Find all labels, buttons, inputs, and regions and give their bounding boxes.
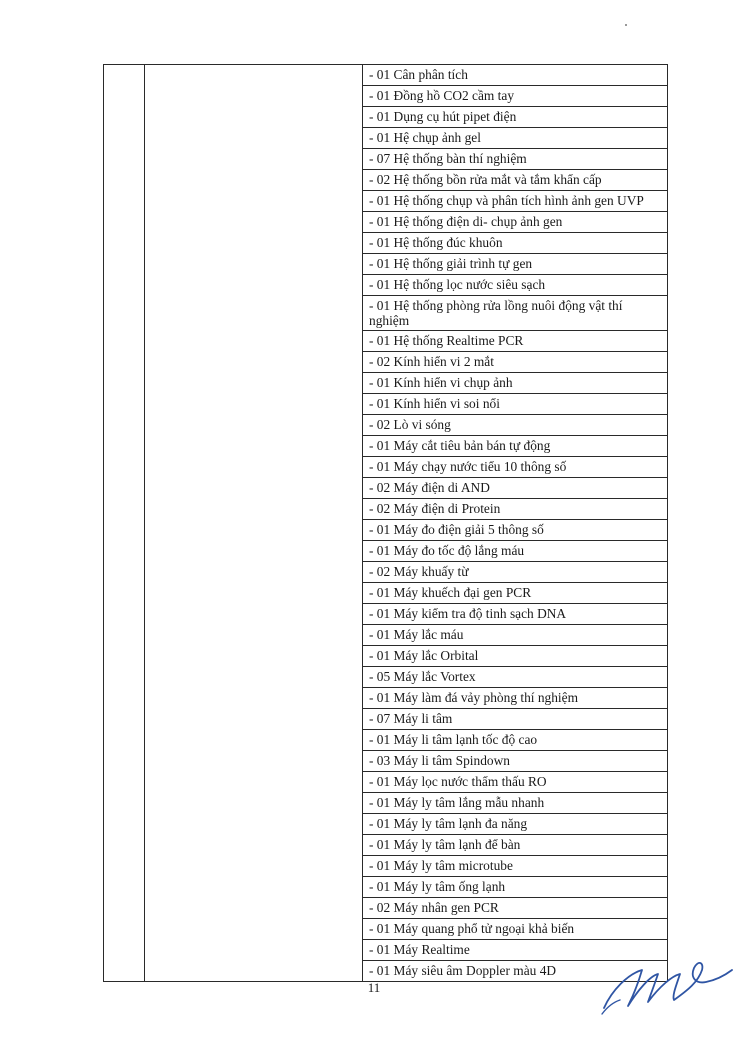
list-item: - 01 Hệ thống chụp và phân tích hình ảnh gen UVP xyxy=(363,191,667,212)
list-item: - 01 Kính hiển vi soi nổi xyxy=(363,394,667,415)
list-item: - 02 Máy điện di Protein xyxy=(363,499,667,520)
scan-speck xyxy=(625,24,627,26)
list-item: - 01 Máy li tâm lạnh tốc độ cao xyxy=(363,730,667,751)
list-item: - 02 Máy điện di AND xyxy=(363,478,667,499)
list-item: - 01 Máy ly tâm lạnh để bàn xyxy=(363,835,667,856)
list-item: - 01 Máy làm đá vảy phòng thí nghiệm xyxy=(363,688,667,709)
list-item: - 01 Máy ly tâm ống lạnh xyxy=(363,877,667,898)
page-number: 11 xyxy=(367,980,381,995)
equipment-column xyxy=(363,65,668,982)
list-item: - 01 Máy khuếch đại gen PCR xyxy=(363,583,667,604)
table-row xyxy=(104,65,668,982)
list-item: - 01 Hệ thống giải trình tự gen xyxy=(363,254,667,275)
list-item: - 01 Máy kiểm tra độ tinh sạch DNA xyxy=(363,604,667,625)
list-item: - 01 Máy lọc nước thẩm thấu RO xyxy=(363,772,667,793)
list-item: - 01 Hệ chụp ảnh gel xyxy=(363,128,667,149)
list-item: - 02 Kính hiển vi 2 mắt xyxy=(363,352,667,373)
list-item: - 07 Hệ thống bàn thí nghiệm xyxy=(363,149,667,170)
list-item: - 01 Máy đo tốc độ lắng máu xyxy=(363,541,667,562)
list-item: - 01 Cân phân tích xyxy=(363,65,667,86)
index-column xyxy=(104,65,145,982)
list-item: - 01 Máy lắc Orbital xyxy=(363,646,667,667)
equipment-table xyxy=(103,64,668,982)
list-item: - 01 Máy lắc máu xyxy=(363,625,667,646)
list-item: - 01 Dụng cụ hút pipet điện xyxy=(363,107,667,128)
list-item: - 01 Máy cắt tiêu bản bán tự động xyxy=(363,436,667,457)
list-item: - 01 Máy Realtime xyxy=(363,940,667,961)
list-item: - 01 Máy ly tâm lạnh đa năng xyxy=(363,814,667,835)
list-item: - 01 Máy chạy nước tiểu 10 thông số xyxy=(363,457,667,478)
list-item: - 03 Máy li tâm Spindown xyxy=(363,751,667,772)
list-item: - 01 Máy ly tâm microtube xyxy=(363,856,667,877)
facility-column xyxy=(145,65,363,982)
list-item: - 01 Máy siêu âm Doppler màu 4D xyxy=(369,963,557,978)
list-item: - 01 Hệ thống phòng rửa lồng nuôi động vật thí nghiệm xyxy=(363,296,667,331)
list-item: - 01 Máy đo điện giải 5 thông số xyxy=(363,520,667,541)
list-item: - 02 Lò vi sóng xyxy=(363,415,667,436)
list-item: - 01 Đồng hồ CO2 cầm tay xyxy=(363,86,667,107)
list-item: - 01 Kính hiển vi chụp ảnh xyxy=(363,373,667,394)
list-item: - 01 Máy quang phổ tử ngoại khả biến xyxy=(363,919,667,940)
list-item: - 02 Máy nhân gen PCR xyxy=(363,898,667,919)
list-item: - 01 Máy ly tâm lắng mẫu nhanh xyxy=(363,793,667,814)
list-item: - 01 Hệ thống Realtime PCR xyxy=(363,331,667,352)
handwritten-signature xyxy=(598,940,734,1020)
list-item: - 01 Hệ thống đúc khuôn xyxy=(363,233,667,254)
list-item: - 02 Hệ thống bồn rửa mắt và tắm khẩn cấp xyxy=(363,170,667,191)
list-item: - 01 Hệ thống điện di- chụp ảnh gen xyxy=(363,212,667,233)
list-item: - 07 Máy li tâm xyxy=(363,709,667,730)
equipment-list xyxy=(363,65,667,981)
list-item: - 01 Hệ thống lọc nước siêu sạch xyxy=(363,275,667,296)
list-item: - 02 Máy khuấy từ xyxy=(363,562,667,583)
list-item: - 05 Máy lắc Vortex xyxy=(363,667,667,688)
